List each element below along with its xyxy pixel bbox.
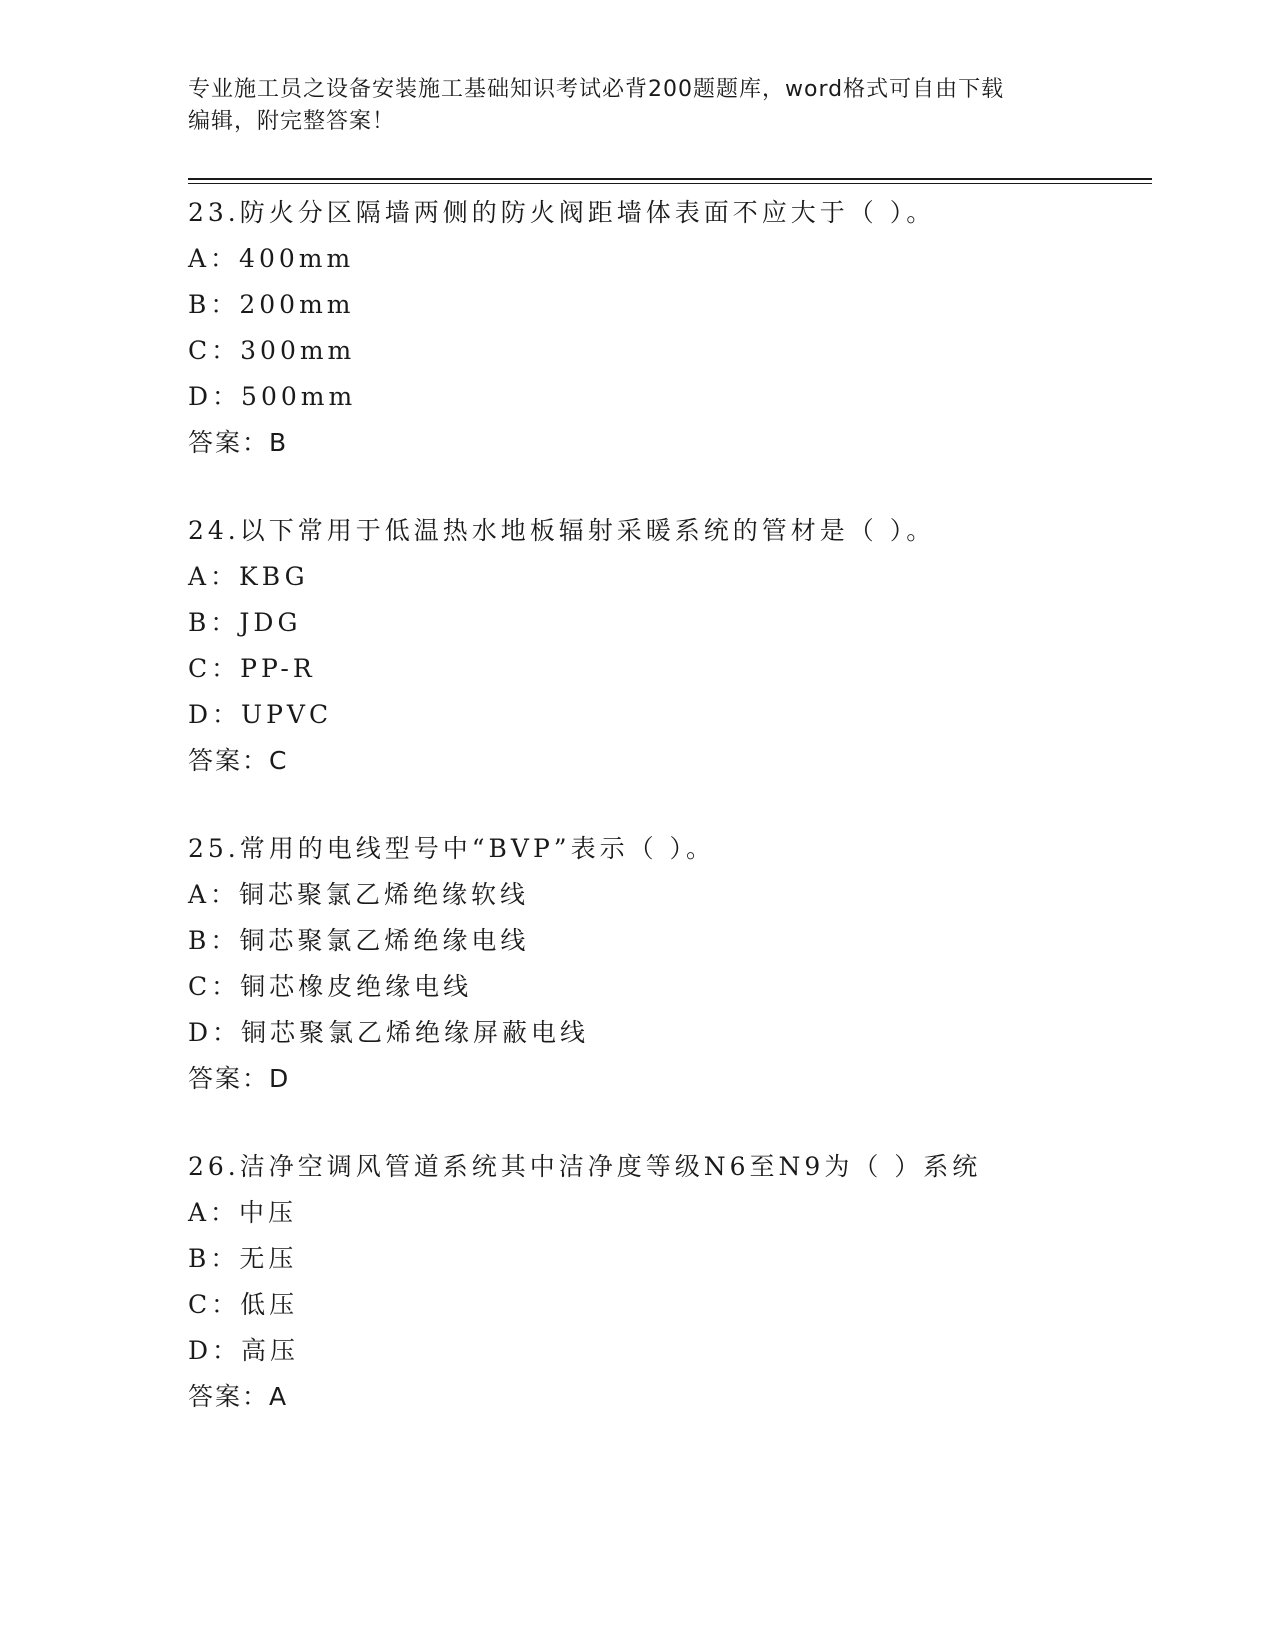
option-a: A：400mm	[188, 244, 355, 273]
header-divider-thin	[188, 183, 1152, 184]
document-header	[188, 74, 1088, 138]
option-a: A：铜芯聚氯乙烯绝缘软线	[188, 880, 530, 909]
option-d: D：UPVC	[188, 700, 333, 729]
question-stem: 24.以下常用于低温热水地板辐射采暖系统的管材是（ ）。	[188, 516, 936, 545]
option-a: A：KBG	[188, 562, 309, 591]
question-26	[188, 1144, 1148, 1420]
header-divider-thick	[188, 178, 1152, 180]
option-c: C：低压	[188, 1290, 299, 1319]
option-d: D：500mm	[188, 382, 357, 411]
question-stem: 26.洁净空调风管道系统其中洁净度等级N6至N9为（ ）系统	[188, 1152, 982, 1181]
question-list	[188, 190, 1148, 1462]
option-b: B：200mm	[188, 290, 355, 319]
option-a: A：中压	[188, 1198, 298, 1227]
option-b: B：铜芯聚氯乙烯绝缘电线	[188, 926, 530, 955]
option-b: B：无压	[188, 1244, 298, 1273]
option-d: D：铜芯聚氯乙烯绝缘屏蔽电线	[188, 1018, 590, 1047]
question-stem: 23.防火分区隔墙两侧的防火阀距墙体表面不应大于（ ）。	[188, 198, 936, 227]
header-line-2: 编辑，附完整答案！	[188, 109, 396, 134]
question-23	[188, 190, 1148, 466]
question-24	[188, 508, 1148, 784]
option-c: C：铜芯橡皮绝缘电线	[188, 972, 473, 1001]
option-d: D：高压	[188, 1336, 300, 1365]
header-line-1: 专业施工员之设备安装施工基础知识考试必背200题题库，word格式可自由下载	[188, 77, 1005, 102]
option-b: B：JDG	[188, 608, 302, 637]
question-25	[188, 826, 1148, 1102]
question-stem: 25.常用的电线型号中“BVP”表示（ ）。	[188, 834, 716, 863]
answer-label: 答案：A	[188, 1382, 289, 1411]
option-c: C：PP-R	[188, 654, 316, 683]
answer-label: 答案：D	[188, 1064, 291, 1093]
answer-label: 答案：C	[188, 746, 289, 775]
option-c: C：300mm	[188, 336, 356, 365]
answer-label: 答案：B	[188, 428, 289, 457]
